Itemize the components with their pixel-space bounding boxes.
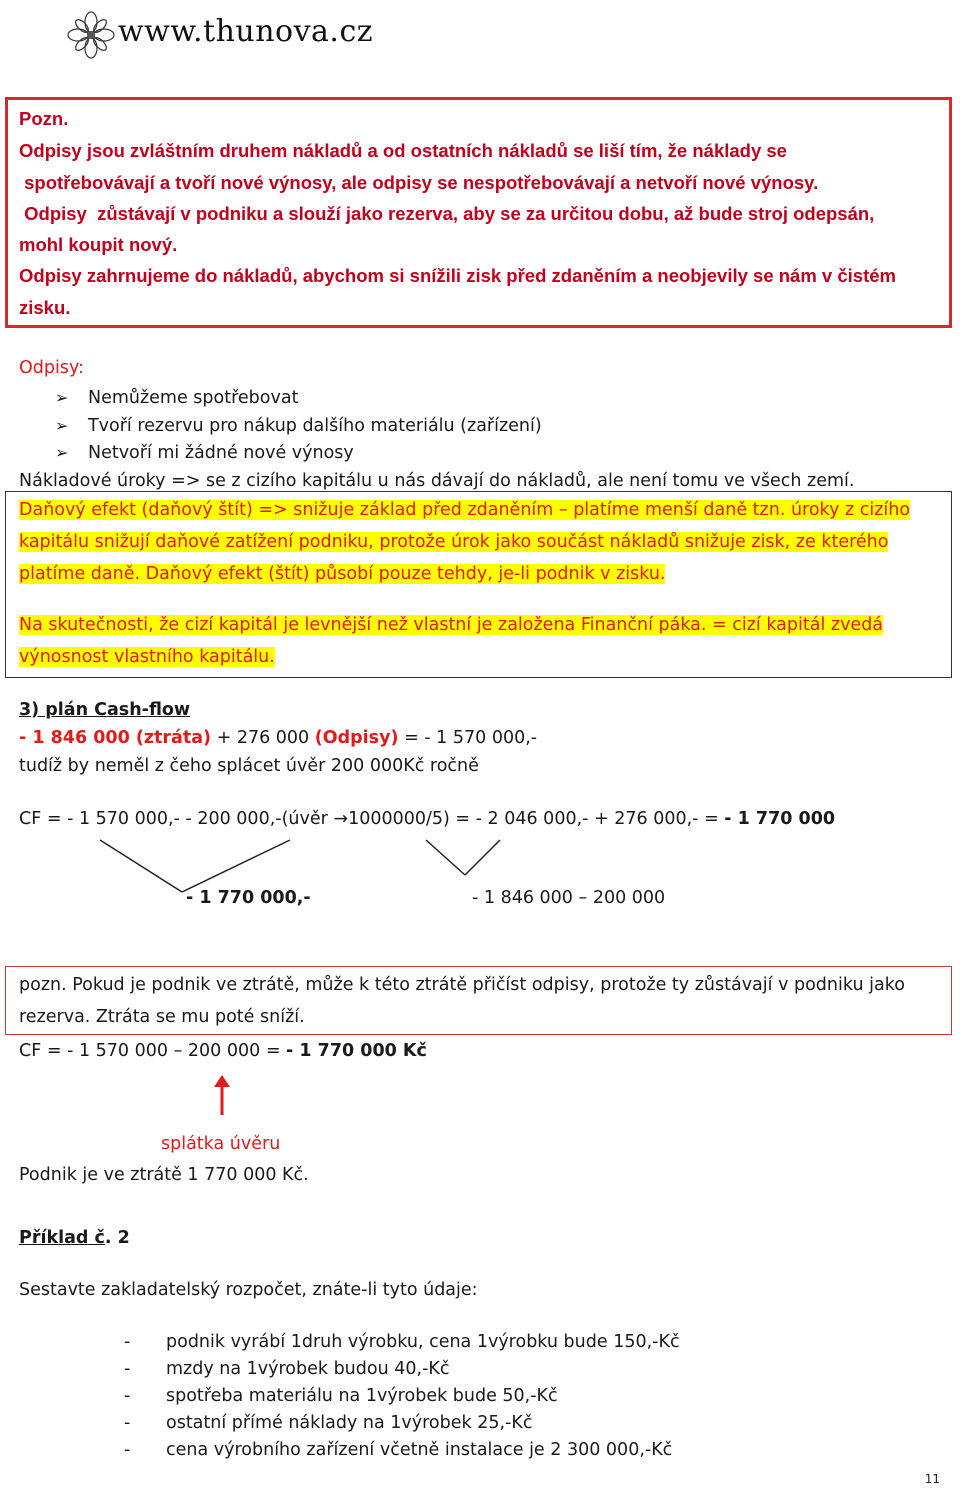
cashflow-row: - 1 846 000 (ztráta) + 276 000 (Odpisy) = - 1 570 000,- <box>19 728 538 748</box>
note-line: Odpisy zůstávají v podniku a slouží jako rezerva, aby se za určitou dobu, až bude stroj odepsán, <box>19 203 875 224</box>
cf-equation: CF = - 1 570 000,- - 200 000,-(úvěr →1000000/5) = - 2 046 000,- + 276 000,- = - 1 770 000 <box>19 809 836 829</box>
list-item-text: Netvoří mi žádné nové výnosy <box>87 443 354 463</box>
arrow-bullet-icon: ➢ <box>55 388 69 407</box>
list-item: - ostatní přímé náklady na 1výrobek 25,-Kč <box>124 1413 533 1433</box>
list-item-text: Tvoří rezervu pro nákup dalšího materiálu (zařízení) <box>87 416 542 436</box>
list-item <box>55 416 542 436</box>
note-line: Odpisy jsou zvláštním druhem nákladů a od ostatních nákladů se liší tím, že náklady se <box>19 140 787 161</box>
example-intro: Sestavte zakladatelský rozpočet, znáte-li tyto údaje: <box>19 1280 478 1300</box>
cf2-equation: CF = - 1 570 000 – 200 000 = - 1 770 000 Kč <box>19 1041 427 1061</box>
note-title: Pozn. <box>19 108 69 129</box>
note-line: mohl koupit nový. <box>19 234 178 255</box>
note-line: zisku. <box>19 297 71 318</box>
note-line: spotřebovávají a tvoří nové výnosy, ale odpisy se nespotřebovávají a netvoří nové výnosy. <box>19 172 819 193</box>
up-arrow-icon <box>208 1075 238 1120</box>
cashflow-heading: 3) plán Cash-flow <box>19 700 191 720</box>
list-item <box>55 443 354 463</box>
arrow-bullet-icon: ➢ <box>55 416 69 435</box>
list-item-text: Nemůžeme spotřebovat <box>87 388 299 408</box>
right-arrow-icon: → <box>333 809 349 829</box>
paragraph: Nákladové úroky => se z cizího kapitálu u nás dávají do nákladů, ale není tomu ve všech zemí. <box>19 471 855 491</box>
pozn-line: rezerva. Ztráta se mu poté sníží. <box>19 1007 305 1027</box>
odpisy-title: Odpisy: <box>19 358 84 378</box>
highlighted-line: Daňový efekt (daňový štít) => snižuje základ před zdaněním – platíme menší daně tzn. úroky z cizího <box>19 500 911 520</box>
flower-logo-icon <box>66 10 116 60</box>
arrow-bullet-icon: ➢ <box>55 443 69 462</box>
highlighted-line: kapitálu snižují daňové zatížení podniku, protože úrok jako součást nákladů snižuje zisk, ze kterého <box>19 532 889 552</box>
note-line: Odpisy zahrnujeme do nákladů, abychom si snížili zisk před zdaněním a neobjevily se nám v čistém <box>19 265 896 286</box>
example-heading: Příklad č. 2 <box>19 1228 130 1248</box>
highlighted-line: platíme daně. Daňový efekt (štít) působí pouze tehdy, je-li podnik v zisku. <box>19 564 666 584</box>
pozn-line: pozn. Pokud je podnik ve ztrátě, může k této ztrátě přičíst odpisy, protože ty zůstávají v podniku jako <box>19 975 905 995</box>
page-number: 11 <box>924 1472 940 1486</box>
branch-left-value: - 1 770 000,- <box>186 888 311 908</box>
highlighted-line: Na skutečnosti, že cizí kapitál je levnější než vlastní je založena Finanční páka. = cizí kapitál zvedá <box>19 615 884 635</box>
loss-statement: Podnik je ve ztrátě 1 770 000 Kč. <box>19 1165 309 1185</box>
list-item: - mzdy na 1výrobek budou 40,-Kč <box>124 1359 450 1379</box>
list-item: - cena výrobního zařízení včetně instalace je 2 300 000,-Kč <box>124 1440 673 1460</box>
branch-right-value: - 1 846 000 – 200 000 <box>472 888 666 908</box>
list-item: - podnik vyrábí 1druh výrobku, cena 1výrobku bude 150,-Kč <box>124 1332 680 1352</box>
arrow-label: splátka úvěru <box>161 1134 281 1154</box>
cashflow-note: tudíž by neměl z čeho splácet úvěr 200 000Kč ročně <box>19 756 479 776</box>
list-item <box>55 388 298 408</box>
site-logo-text: www.thunova.cz <box>118 14 374 49</box>
highlighted-line: výnosnost vlastního kapitálu. <box>19 647 275 667</box>
list-item: - spotřeba materiálu na 1výrobek bude 50,-Kč <box>124 1386 558 1406</box>
